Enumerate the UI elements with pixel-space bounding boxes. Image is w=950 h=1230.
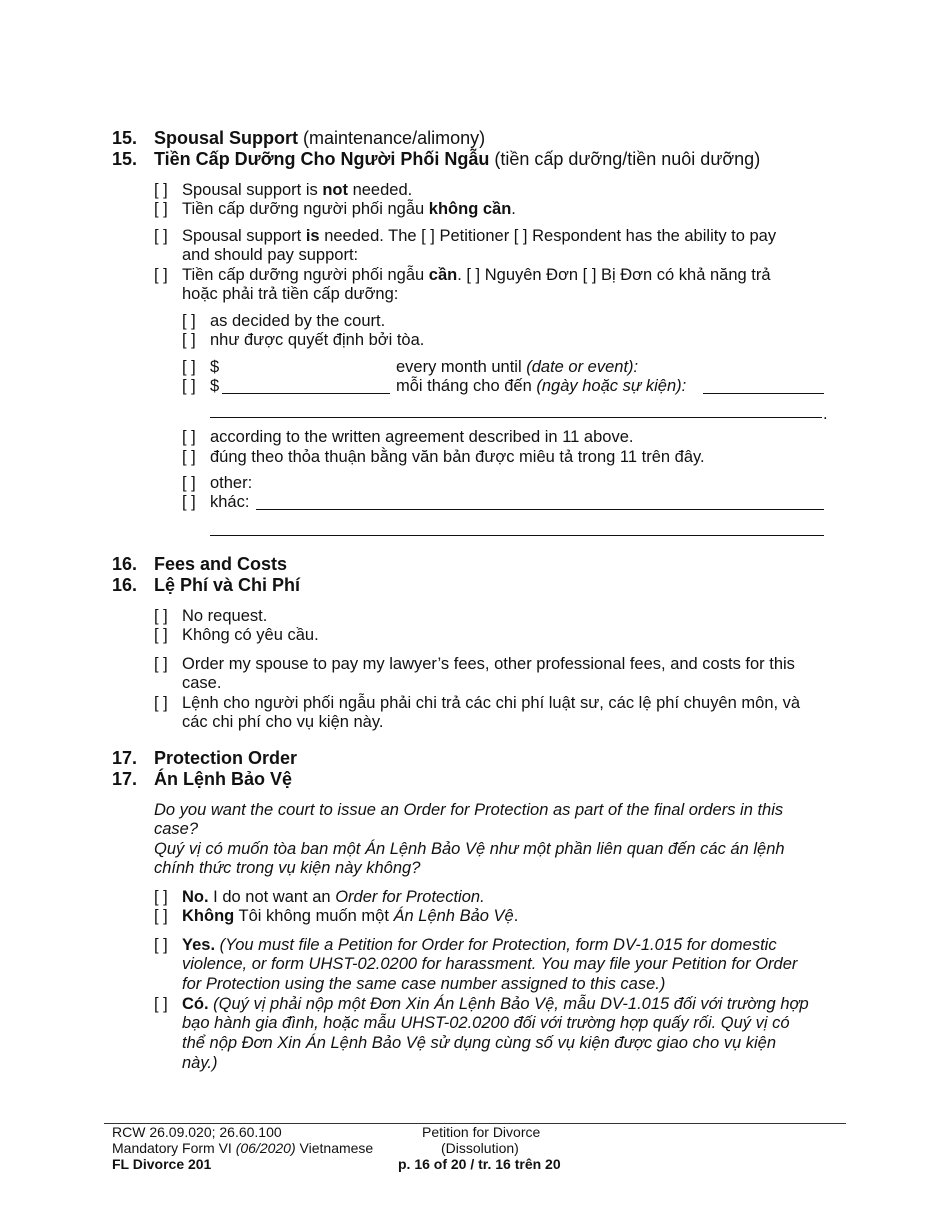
protection-yes-vi-line4: này.) bbox=[182, 1054, 218, 1072]
checkbox-support-needed-vi[interactable]: [ ] bbox=[154, 266, 168, 284]
checkbox-order-fees-vi[interactable]: [ ] bbox=[154, 694, 168, 712]
support-needed-en-line2: and should pay support: bbox=[182, 246, 359, 264]
protection-yes-en: Yes. (You must file a Petition for Order for Protection, form DV-1.015 for domestic bbox=[182, 936, 777, 954]
support-needed-vi: Tiền cấp dưỡng người phối ngẫu cần. [ ] Nguyên Đơn [ ] Bị Đơn có khả năng trả bbox=[182, 266, 771, 284]
protection-yes-en-line3: for Protection using the same case number assigned to this case.) bbox=[182, 975, 666, 993]
date-event-continued-line[interactable] bbox=[210, 417, 822, 418]
support-needed-en: Spousal support is needed. The [ ] Petitioner [ ] Respondent has the ability to pay bbox=[182, 227, 777, 245]
order-fees-vi-line2: các chi phí cho vụ kiện này. bbox=[182, 713, 384, 731]
footer-form-id: FL Divorce 201 bbox=[112, 1156, 212, 1172]
date-event-input-line[interactable] bbox=[703, 393, 824, 394]
checkbox-other[interactable]: [ ] bbox=[182, 474, 196, 492]
other-vi: khác: bbox=[210, 493, 250, 511]
other-en: other: bbox=[210, 474, 253, 492]
no-request-en: No request. bbox=[182, 607, 268, 625]
support-needed-vi-line2: hoặc phải trả tiền cấp dưỡng: bbox=[182, 285, 399, 303]
footer-form: Mandatory Form VI (06/2020) Vietnamese bbox=[112, 1140, 374, 1156]
support-not-needed-vi: Tiền cấp dưỡng người phối ngẫu không cần. bbox=[182, 200, 516, 218]
no-request-vi: Không có yêu cầu. bbox=[182, 626, 319, 644]
section-17-title-en: Protection Order bbox=[154, 748, 298, 768]
court-decided-vi: như được quyết định bởi tòa. bbox=[210, 331, 425, 349]
checkbox-written-agreement[interactable]: [ ] bbox=[182, 428, 196, 446]
court-decided-en: as decided by the court. bbox=[210, 312, 386, 330]
monthly-until-en: every month until (date or event): bbox=[396, 358, 639, 376]
section-17-number: 17. bbox=[112, 748, 138, 768]
section-15-title-en: Spousal Support (maintenance/alimony) bbox=[154, 128, 486, 148]
checkbox-protection-no[interactable]: [ ] bbox=[154, 888, 168, 906]
dollar-sign-vi: $ bbox=[210, 377, 220, 395]
protection-yes-vi-line3: thể nộp Đơn Xin Án Lệnh Bảo Vệ sử dụng cùng số vụ kiện được giao cho vụ kiện bbox=[182, 1034, 776, 1052]
section-16-title-en: Fees and Costs bbox=[154, 554, 288, 574]
section-15-title-vi: Tiền Cấp Dưỡng Cho Người Phối Ngẫu (tiền cấp dưỡng/tiền nuôi dưỡng) bbox=[154, 149, 761, 169]
checkbox-order-fees[interactable]: [ ] bbox=[154, 655, 168, 673]
protection-yes-en-line2: violence, or form UHST-02.0200 for harassment. You may file your Petition for Order bbox=[182, 955, 798, 973]
section-15-number-vi: 15. bbox=[112, 149, 138, 169]
written-agreement-vi: đúng theo thỏa thuận bằng văn bản được miêu tả trong 11 trên đây. bbox=[210, 448, 705, 466]
checkbox-support-not-needed-vi[interactable]: [ ] bbox=[154, 200, 168, 218]
protection-question-en-line2: case? bbox=[154, 820, 199, 838]
checkbox-protection-yes-vi[interactable]: [ ] bbox=[154, 995, 168, 1013]
checkbox-no-request-vi[interactable]: [ ] bbox=[154, 626, 168, 644]
dollar-sign: $ bbox=[210, 358, 220, 376]
section-16-title-vi: Lệ Phí và Chi Phí bbox=[154, 575, 301, 595]
protection-question-vi-line2: chính thức trong vụ kiện này không? bbox=[154, 859, 421, 877]
line-end-period: . bbox=[823, 405, 828, 423]
checkbox-court-decided-vi[interactable]: [ ] bbox=[182, 331, 196, 349]
amount-input-line[interactable] bbox=[222, 393, 390, 394]
section-16-number-vi: 16. bbox=[112, 575, 138, 595]
footer-rcw: RCW 26.09.020; 26.60.100 bbox=[112, 1124, 282, 1140]
checkbox-no-request[interactable]: [ ] bbox=[154, 607, 168, 625]
footer-subtitle: (Dissolution) bbox=[441, 1140, 519, 1156]
checkbox-protection-no-vi[interactable]: [ ] bbox=[154, 907, 168, 925]
protection-question-vi: Quý vị có muốn tòa ban một Án Lệnh Bảo Vệ như một phần liên quan đến các án lệnh bbox=[154, 840, 785, 858]
protection-question-en: Do you want the court to issue an Order for Protection as part of the final orders in this bbox=[154, 801, 784, 819]
checkbox-monthly-amount[interactable]: [ ] bbox=[182, 358, 196, 376]
section-17-number-vi: 17. bbox=[112, 769, 138, 789]
protection-yes-vi-line2: bạo hành gia đình, hoặc mẫu UHST-02.0200 đối với trường hợp quấy rối. Quý vị có bbox=[182, 1014, 790, 1032]
checkbox-other-vi[interactable]: [ ] bbox=[182, 493, 196, 511]
section-17-title-vi: Án Lệnh Bảo Vệ bbox=[154, 769, 293, 789]
protection-yes-vi: Có. (Quý vị phải nộp một Đơn Xin Án Lệnh Bảo Vệ, mẫu DV-1.015 đối với trường hợp bbox=[182, 995, 809, 1013]
support-not-needed-en: Spousal support is not needed. bbox=[182, 181, 413, 199]
protection-no-en: No. I do not want an Order for Protection. bbox=[182, 888, 485, 906]
other-input-line[interactable] bbox=[256, 509, 824, 510]
checkbox-court-decided[interactable]: [ ] bbox=[182, 312, 196, 330]
footer-title: Petition for Divorce bbox=[422, 1124, 541, 1140]
checkbox-protection-yes[interactable]: [ ] bbox=[154, 936, 168, 954]
checkbox-monthly-amount-vi[interactable]: [ ] bbox=[182, 377, 196, 395]
order-fees-en-line2: case. bbox=[182, 674, 222, 692]
protection-no-vi: Không Tôi không muốn một Án Lệnh Bảo Vệ. bbox=[182, 907, 519, 925]
section-15-number: 15. bbox=[112, 128, 138, 148]
other-input-line-2[interactable] bbox=[210, 535, 824, 536]
order-fees-en: Order my spouse to pay my lawyer’s fees, other professional fees, and costs for this bbox=[182, 655, 795, 673]
checkbox-support-needed[interactable]: [ ] bbox=[154, 227, 168, 245]
footer-page-number: p. 16 of 20 / tr. 16 trên 20 bbox=[398, 1156, 561, 1172]
written-agreement-en: according to the written agreement described in 11 above. bbox=[210, 428, 634, 446]
monthly-until-vi: mỗi tháng cho đến (ngày hoặc sự kiện): bbox=[396, 377, 687, 395]
section-16-number: 16. bbox=[112, 554, 138, 574]
order-fees-vi: Lệnh cho người phối ngẫu phải chi trả các chi phí luật sư, các lệ phí chuyên môn, và bbox=[182, 694, 801, 712]
checkbox-support-not-needed[interactable]: [ ] bbox=[154, 181, 168, 199]
checkbox-written-agreement-vi[interactable]: [ ] bbox=[182, 448, 196, 466]
